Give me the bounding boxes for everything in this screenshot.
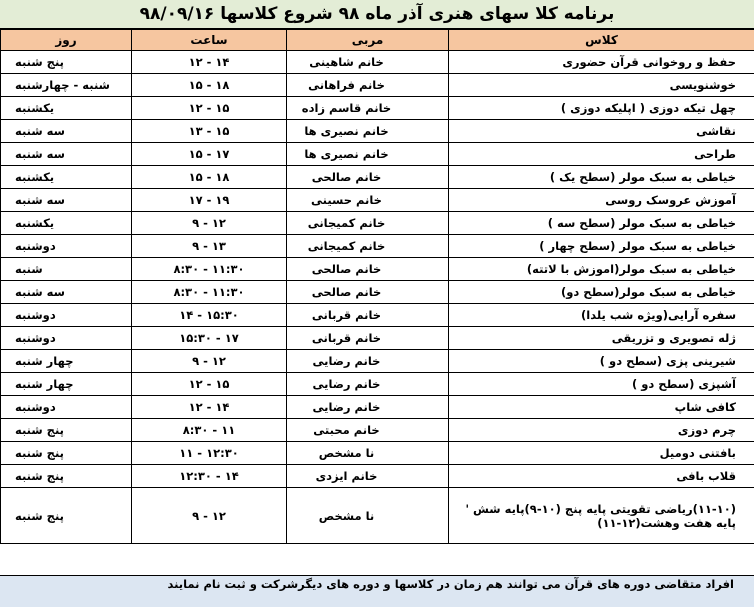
table-row [1, 74, 754, 97]
class-cell: خیاطی به سبک مولر(سطح دو) [449, 281, 754, 304]
footer-note: افراد متقاضی دوره های قرآن می توانند هم زمان در کلاسها و دوره های دیگرشرکت و ثبت نام نمایند [0, 575, 754, 607]
class-cell: چهل تیکه دوزی ( اپلیکه دوزی ) [449, 97, 754, 120]
time-cell: ۱۷ - ۱۵:۳۰ [132, 327, 287, 350]
header-row [1, 30, 754, 51]
day-cell: شنبه [1, 258, 132, 281]
table-row [1, 189, 754, 212]
table-row [1, 350, 754, 373]
class-line-2: پایه هفت وهشت(۱۲-۱۱) [597, 515, 736, 530]
teacher-cell: نا مشخص [287, 442, 449, 465]
time-cell: ۱۵ - ۱۲ [132, 97, 287, 120]
day-cell: سه شنبه [1, 281, 132, 304]
header-class: کلاس [449, 30, 754, 51]
teacher-cell: خانم صالحی [287, 258, 449, 281]
time-cell: ۱۲ - ۹ [132, 212, 287, 235]
table-row [1, 166, 754, 189]
class-cell: کافی شاپ [449, 396, 754, 419]
teacher-cell: خانم کمیجانی [287, 212, 449, 235]
teacher-cell: خانم قربانی [287, 304, 449, 327]
class-cell [449, 488, 754, 544]
teacher-cell: خانم حسینی [287, 189, 449, 212]
class-cell: شیرینی پزی (سطح دو ) [449, 350, 754, 373]
time-cell: ۱۲ - ۹ [132, 350, 287, 373]
time-cell: ۱۸ - ۱۵ [132, 166, 287, 189]
day-cell: دوشنبه [1, 327, 132, 350]
table-row [1, 120, 754, 143]
class-cell: خیاطی به سبک مولر (سطح چهار ) [449, 235, 754, 258]
day-cell: چهار شنبه [1, 373, 132, 396]
table-row [1, 396, 754, 419]
time-cell: ۱۵ - ۱۳ [132, 120, 287, 143]
class-cell: خیاطی به سبک مولر (سطح یک ) [449, 166, 754, 189]
header-time: ساعت [132, 30, 287, 51]
day-cell: سه شنبه [1, 143, 132, 166]
teacher-cell: خانم شاهینی [287, 51, 449, 74]
day-cell: پنج شنبه [1, 442, 132, 465]
page-title: برنامه کلا سهای هنری آذر ماه ۹۸ شروع کلاسها ۹۸/۰۹/۱۶ [0, 0, 754, 29]
teacher-cell: خانم صالحی [287, 166, 449, 189]
table-row [1, 465, 754, 488]
class-cell: آشپزی (سطح دو ) [449, 373, 754, 396]
class-cell: سفره آرایی(ویژه شب یلدا) [449, 304, 754, 327]
day-cell: سه شنبه [1, 120, 132, 143]
class-cell: نقاشی [449, 120, 754, 143]
class-cell: چرم دوزی [449, 419, 754, 442]
table-row [1, 97, 754, 120]
time-cell: ۱۴ - ۱۲ [132, 51, 287, 74]
teacher-cell: خانم فراهانی [287, 74, 449, 97]
table-row [1, 143, 754, 166]
class-cell: طراحی [449, 143, 754, 166]
day-cell: دوشنبه [1, 304, 132, 327]
table-row [1, 304, 754, 327]
table-row [1, 212, 754, 235]
time-cell: ۱۷ - ۱۵ [132, 143, 287, 166]
class-cell: خیاطی به سبک مولر (سطح سه ) [449, 212, 754, 235]
time-cell: ۱۱:۳۰ - ۸:۳۰ [132, 281, 287, 304]
day-cell: سه شنبه [1, 189, 132, 212]
table-row [1, 327, 754, 350]
class-cell: آموزش عروسک روسی [449, 189, 754, 212]
day-cell: یکشنبه [1, 166, 132, 189]
class-cell: خوشنویسی [449, 74, 754, 97]
time-cell: ۱۸ - ۱۵ [132, 74, 287, 97]
time-cell: ۱۹ - ۱۷ [132, 189, 287, 212]
day-cell: پنج شنبه [1, 419, 132, 442]
time-cell: ۱۳ - ۹ [132, 235, 287, 258]
teacher-cell: خانم رضایی [287, 350, 449, 373]
time-cell: ۱۴ - ۱۲:۳۰ [132, 465, 287, 488]
schedule-table [0, 29, 754, 544]
day-cell: چهار شنبه [1, 350, 132, 373]
time-cell: ۱۵ - ۱۲ [132, 373, 287, 396]
day-cell: شنبه - چهارشنبه [1, 74, 132, 97]
table-row [1, 488, 754, 544]
class-cell: حفظ و روخوانی قرآن حضوری [449, 51, 754, 74]
teacher-cell: خانم قربانی [287, 327, 449, 350]
day-cell: پنج شنبه [1, 488, 132, 544]
class-line-1: (۱۱-۱۰)ریاضی تقویتی پایه پنج (۱۰-۹)پایه شش ' [465, 501, 736, 516]
table-row [1, 258, 754, 281]
header-teacher: مربی [287, 30, 449, 51]
day-cell: دوشنبه [1, 396, 132, 419]
time-cell: ۱۵:۳۰ - ۱۴ [132, 304, 287, 327]
teacher-cell: خانم محبتی [287, 419, 449, 442]
teacher-cell: خانم کمیجانی [287, 235, 449, 258]
time-cell: ۱۲:۳۰ - ۱۱ [132, 442, 287, 465]
day-cell: پنج شنبه [1, 465, 132, 488]
time-cell: ۱۴ - ۱۲ [132, 396, 287, 419]
class-cell: بافتنی دومیل [449, 442, 754, 465]
teacher-cell: خانم رضایی [287, 396, 449, 419]
table-row [1, 419, 754, 442]
table-row [1, 442, 754, 465]
class-cell: خیاطی به سبک مولر(اموزش با لاتته) [449, 258, 754, 281]
time-cell: ۱۲ - ۹ [132, 488, 287, 544]
class-cell: ژله تصویری و تزریقی [449, 327, 754, 350]
day-cell: دوشنبه [1, 235, 132, 258]
time-cell: ۱۱ - ۸:۳۰ [132, 419, 287, 442]
day-cell: یکشنبه [1, 212, 132, 235]
teacher-cell: نا مشخص [287, 488, 449, 544]
teacher-cell: خانم صالحی [287, 281, 449, 304]
day-cell: یکشنبه [1, 97, 132, 120]
time-cell: ۱۱:۳۰ - ۸:۳۰ [132, 258, 287, 281]
header-day: روز [1, 30, 132, 51]
teacher-cell: خانم نصیری ها [287, 143, 449, 166]
teacher-cell: خانم قاسم زاده [287, 97, 449, 120]
teacher-cell: خانم رضایی [287, 373, 449, 396]
teacher-cell: خانم ایزدی [287, 465, 449, 488]
teacher-cell: خانم نصیری ها [287, 120, 449, 143]
table-row [1, 373, 754, 396]
class-cell: قلاب بافی [449, 465, 754, 488]
table-row [1, 51, 754, 74]
table-row [1, 281, 754, 304]
table-row [1, 235, 754, 258]
day-cell: پنج شنبه [1, 51, 132, 74]
